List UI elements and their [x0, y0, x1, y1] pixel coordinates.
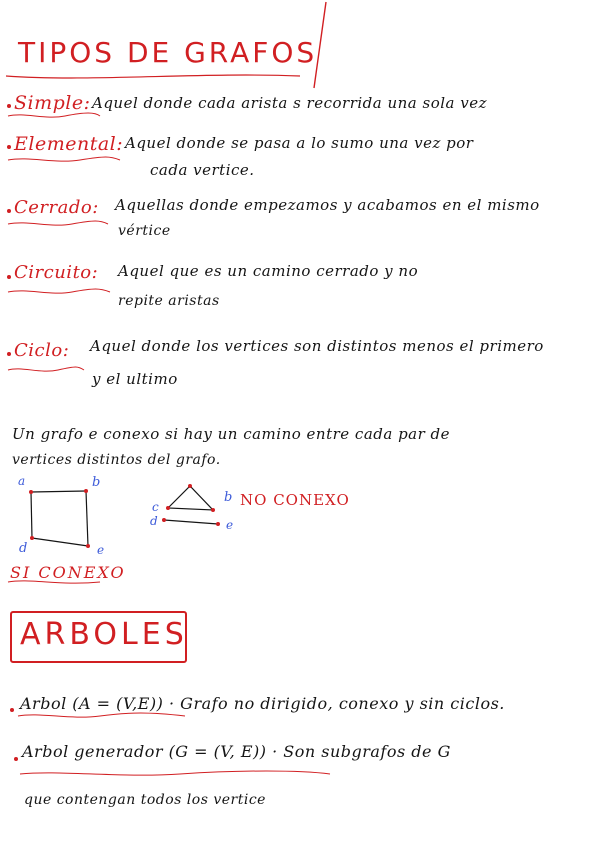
definition-ciclo-line2: y el ultimo — [92, 370, 178, 388]
connected-definition-line2: vertices distintos del grafo. — [12, 452, 221, 468]
term-simple: Simple: — [14, 92, 91, 114]
underline-arbol-generador — [20, 771, 330, 775]
definition-ciclo-line1: Aquel donde los vertices son distintos menos el primero — [90, 337, 544, 355]
graph2-label-d: d — [150, 514, 159, 528]
definition-circuito-line2: repite aristas — [118, 293, 220, 309]
page-title: TIPOS DE GRAFOS — [18, 36, 318, 69]
spanning-tree-line1: Arbol generador (G = (V, E)) · Son subgrafos de G — [22, 742, 451, 761]
definition-circuito-line1: Aquel que es un camino cerrado y no — [118, 262, 419, 280]
term-ciclo: Ciclo: — [14, 340, 70, 361]
graph1-caption: SI CONEXO — [10, 563, 126, 582]
graph1-label-e: e — [97, 543, 105, 557]
definition-simple-line1: Aquel donde cada arista s recorrida una sola vez — [92, 94, 488, 112]
graph1-label-b: b — [92, 475, 101, 490]
definition-elemental-line1: Aquel donde se pasa a lo sumo una vez por — [125, 134, 474, 152]
graph2-label-c: c — [152, 500, 160, 514]
term-circuito: Circuito: — [14, 262, 99, 283]
spanning-tree-line2: que contengan todos los vertice — [24, 792, 266, 808]
section-title: ARBOLES — [20, 617, 188, 652]
definition-cerrado-line2: vértice — [118, 223, 171, 239]
graph1-label-a: a — [18, 474, 26, 488]
connected-definition-line1: Un grafo e conexo si hay un camino entre cada par de — [12, 425, 451, 443]
term-elemental: Elemental: — [14, 133, 124, 155]
graph2-label-e: e — [226, 518, 234, 532]
graph2-caption: NO CONEXO — [240, 491, 350, 509]
graph1-label-d: d — [19, 541, 28, 556]
underline-arbol — [18, 713, 185, 717]
tree-definition: Arbol (A = (V,E)) · Grafo no dirigido, conexo y sin ciclos. — [20, 694, 505, 713]
term-cerrado: Cerrado: — [14, 197, 99, 218]
definition-cerrado-line1: Aquellas donde empezamos y acabamos en el mismo — [115, 196, 540, 214]
definition-elemental-line2: cada vertice. — [150, 161, 255, 179]
graph2-label-b: b — [224, 490, 233, 505]
